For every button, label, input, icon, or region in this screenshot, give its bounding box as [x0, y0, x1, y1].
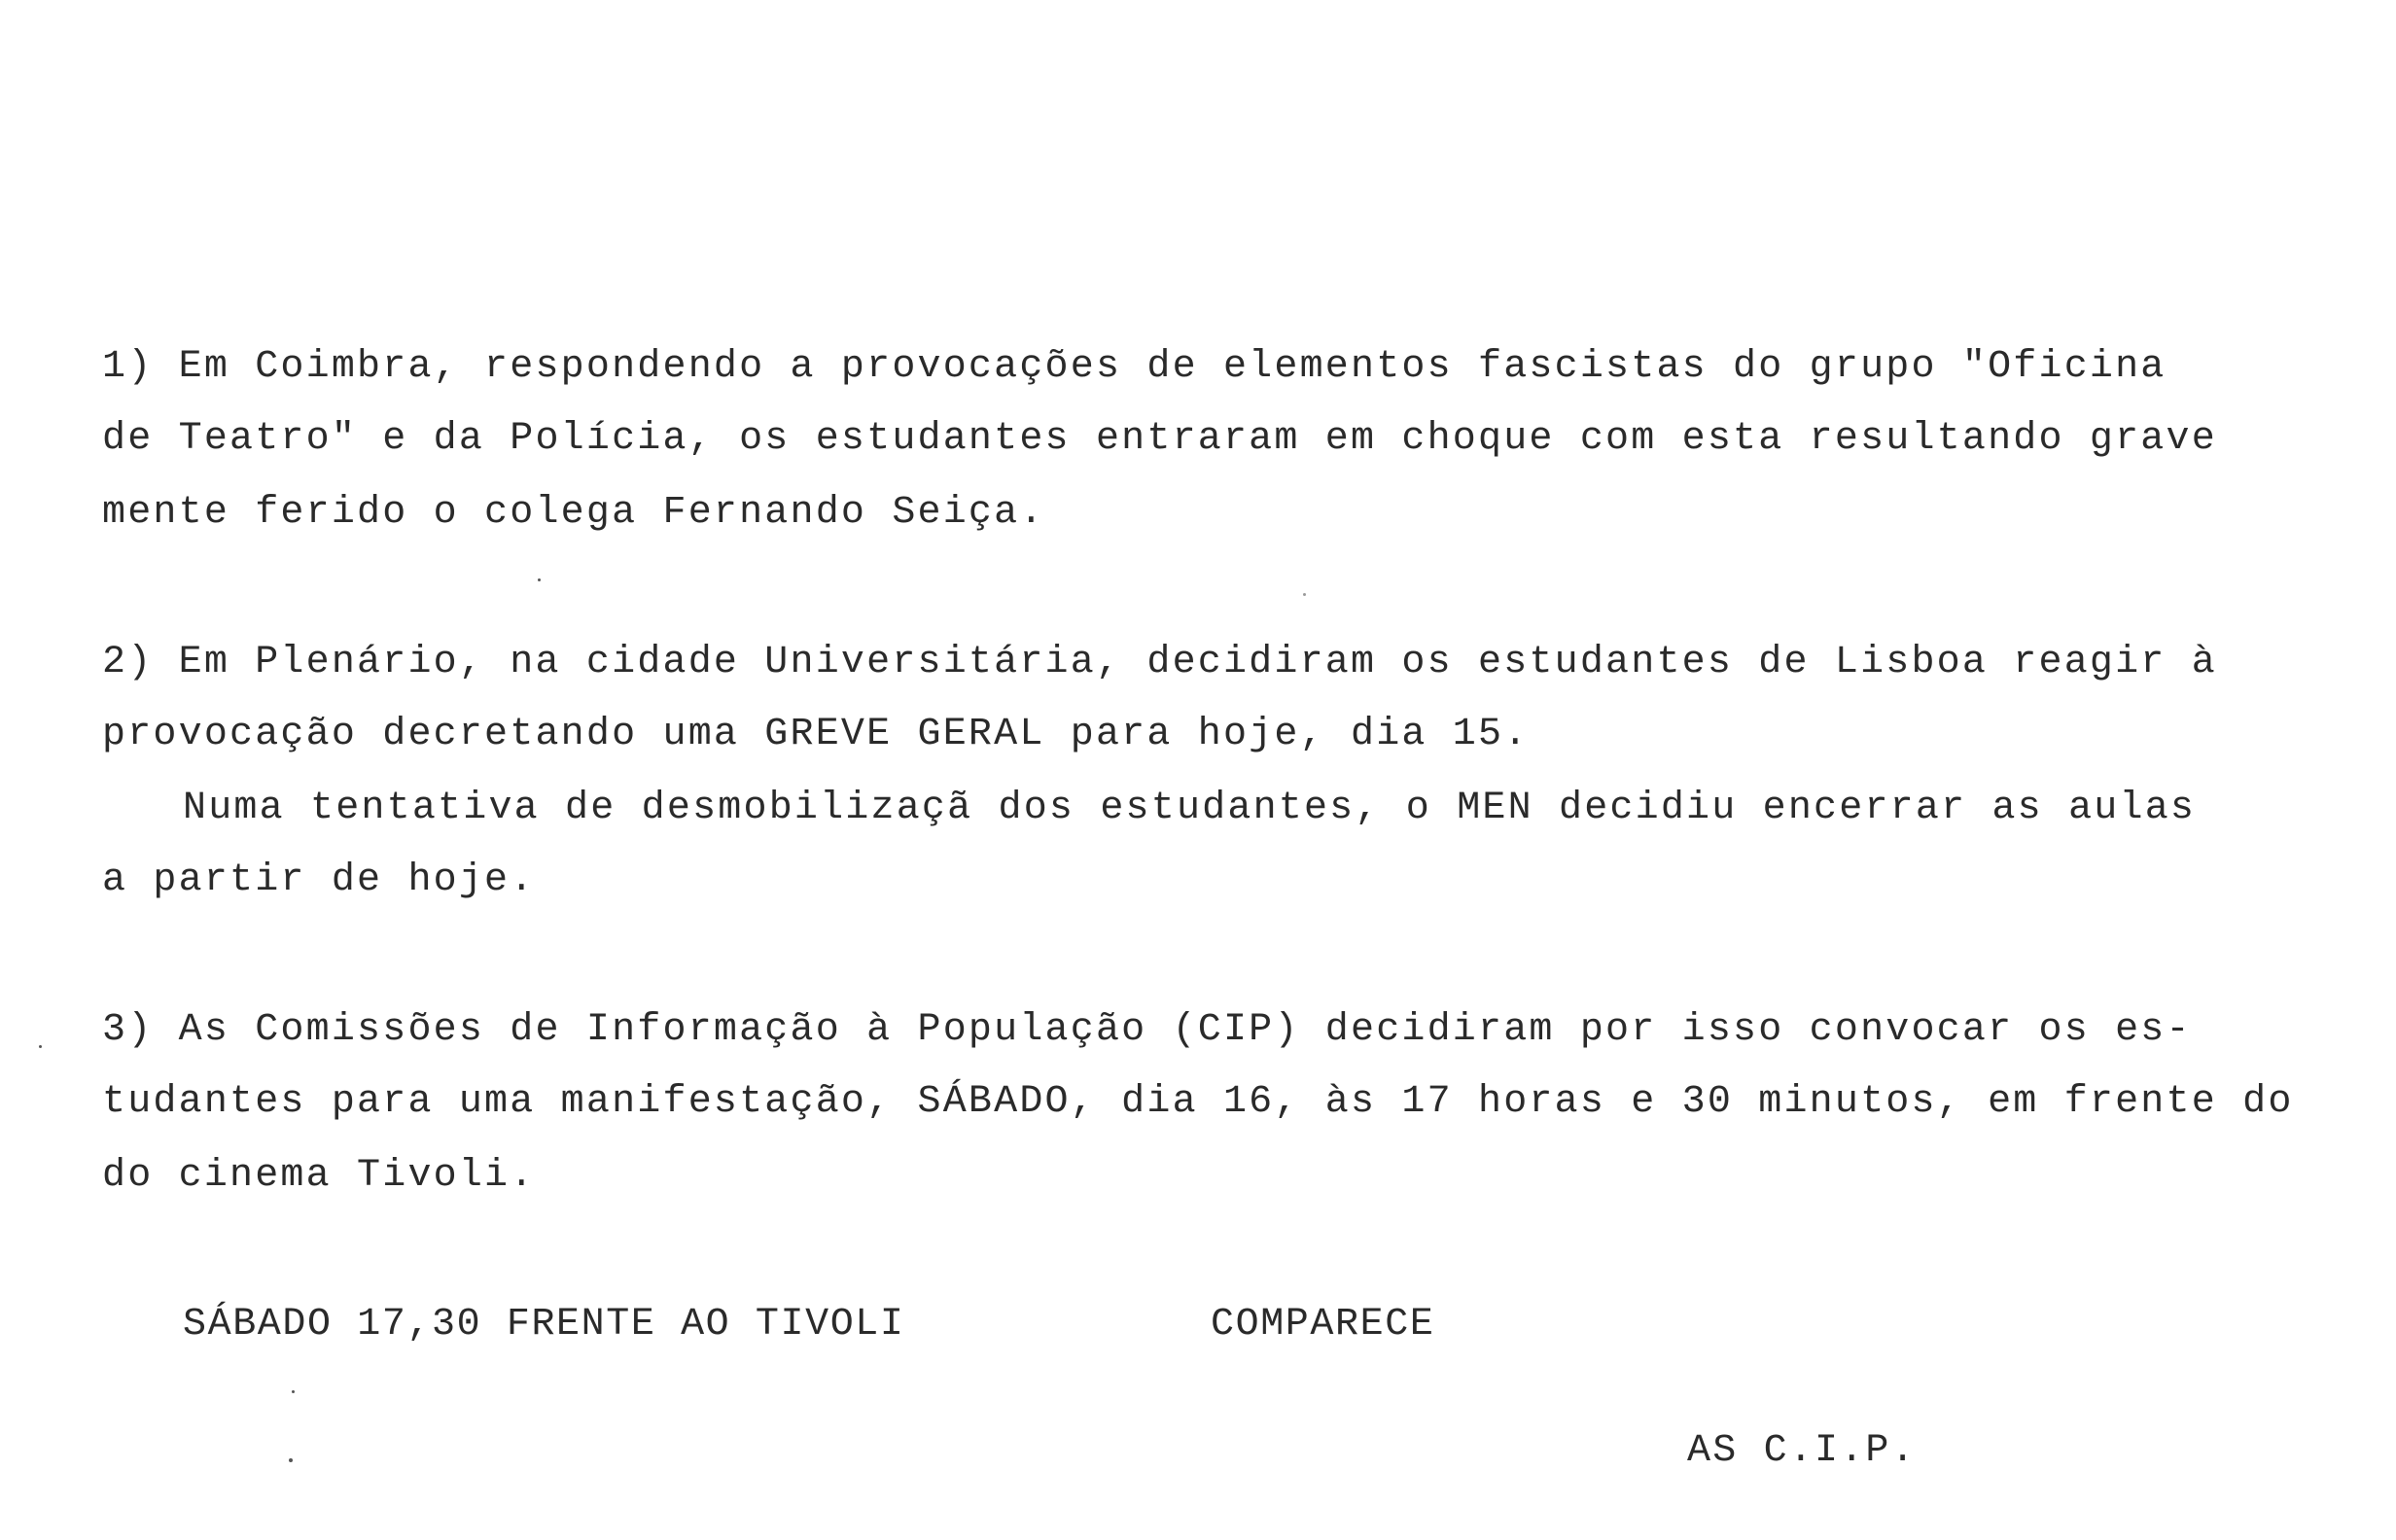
- paragraph-2-line-2: provocação decretando uma GREVE GERAL para hoje, dia 15.: [102, 713, 1530, 756]
- paragraph-1-line-1: 1) Em Coimbra, respondendo a provocações de elementos fascistas do grupo "Oficina: [102, 345, 2167, 389]
- paragraph-1-line-3: mente ferido o colega Fernando Seiça.: [102, 491, 1045, 535]
- paragraph-3-line-2: tudantes para uma manifestação, SÁBADO, dia 16, às 17 horas e 30 minutos, em frente do: [102, 1080, 2294, 1124]
- callout-when-where: SÁBADO 17,30 FRENTE AO TIVOLI: [183, 1303, 905, 1347]
- scan-speck: [538, 578, 541, 581]
- paragraph-3-line-3: do cinema Tivoli.: [102, 1154, 536, 1198]
- scan-speck: [289, 1458, 293, 1462]
- scan-speck: [39, 1045, 42, 1048]
- scan-speck: [1303, 593, 1306, 596]
- paragraph-3-line-1: 3) As Comissões de Informação à População (CIP) decidiram por isso convocar os es-: [102, 1008, 2192, 1052]
- paragraph-2-line-1: 2) Em Plenário, na cidade Universitária, decidiram os estudantes de Lisboa reagir à: [102, 641, 2217, 684]
- paragraph-1-line-2: de Teatro" e da Polícia, os estudantes entraram em choque com esta resultando grave: [102, 417, 2217, 461]
- scan-speck: [292, 1390, 295, 1393]
- paragraph-2-line-4: a partir de hoje.: [102, 858, 536, 902]
- signature: AS C.I.P.: [1687, 1429, 1917, 1473]
- callout-action: COMPARECE: [1211, 1303, 1435, 1347]
- paragraph-2-line-3: Numa tentativa de desmobilizaçã dos estudantes, o MEN decidiu encerrar as aulas: [183, 787, 2197, 830]
